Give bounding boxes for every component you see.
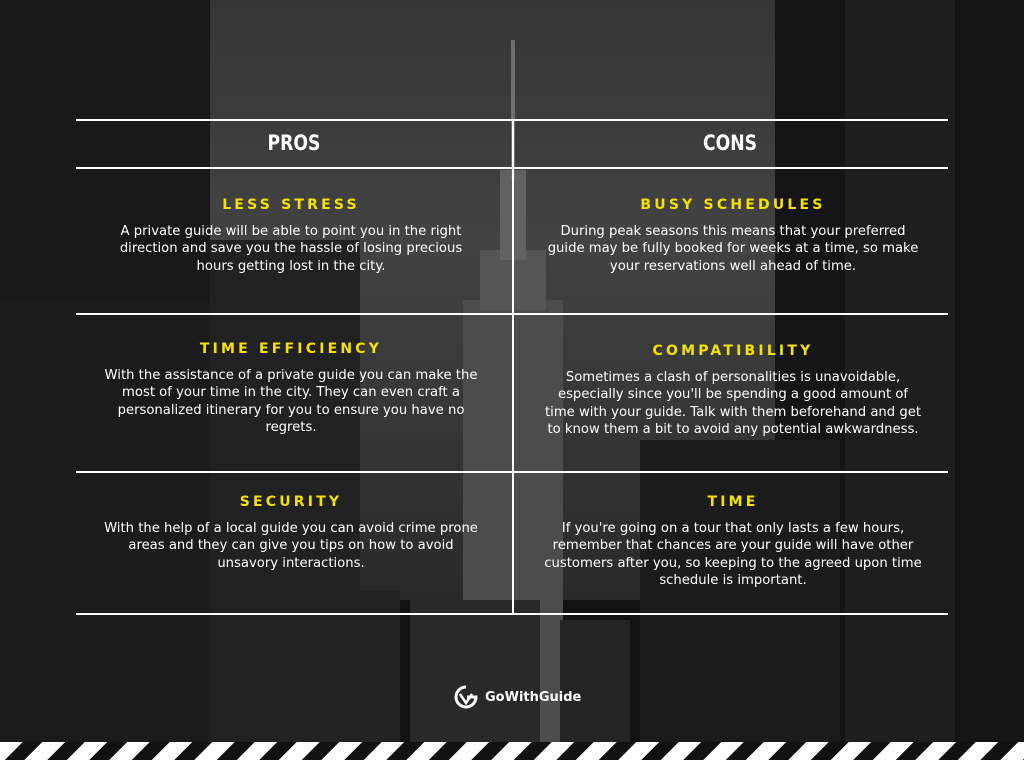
con-body: Sometimes a clash of personalities is unavoidable, especially since you'll be spending a good amount of time with your guide. Talk with them beforehand and get to know them a bit to avoid any potential awkwardness. [544,370,921,438]
pro-title: LESS STRESS [222,197,360,213]
pro-cell-time-efficiency [101,341,481,437]
pros-cons-table [76,119,948,615]
pro-body: With the help of a local guide you can avoid crime prone areas and they can give you tips on how to avoid unsavory interactions. [104,521,478,571]
con-cell-compatibility [543,343,923,439]
pro-cell-less-stress [101,197,481,275]
con-title: BUSY SCHEDULES [640,197,826,213]
logo-text: GoWithGuide [485,689,582,705]
pro-title: TIME EFFICIENCY [199,341,383,357]
bottom-stripe-band [0,742,1024,760]
con-title: COMPATIBILITY [652,343,814,359]
con-cell-busy-schedules [543,197,923,275]
con-title: TIME [707,494,759,510]
pro-cell-security [101,494,481,572]
pro-body: A private guide will be able to point you in the right direction and save you the hassle of losing precious hours getting lost in the city. [119,224,463,274]
gowithguide-logo[interactable] [453,684,581,710]
pro-body: With the assistance of a private guide you can make the most of your time in the city. They can even craft a personalized itinerary for you to ensure you have no regrets. [104,368,478,436]
pro-title: SECURITY [239,494,343,510]
gowithguide-logo-icon [453,684,479,710]
cons-header: CONS [702,131,758,155]
pros-header: PROS [267,131,321,155]
con-body: If you're going on a tour that only lasts a few hours, remember that chances are your guide will have other customers after you, so keeping to the agreed upon time schedule is important. [544,521,922,589]
con-body: During peak seasons this means that your preferred guide may be fully booked for weeks at a time, so make your reservations well ahead of time. [547,224,919,274]
column-divider [512,119,514,615]
con-cell-time [543,494,923,590]
